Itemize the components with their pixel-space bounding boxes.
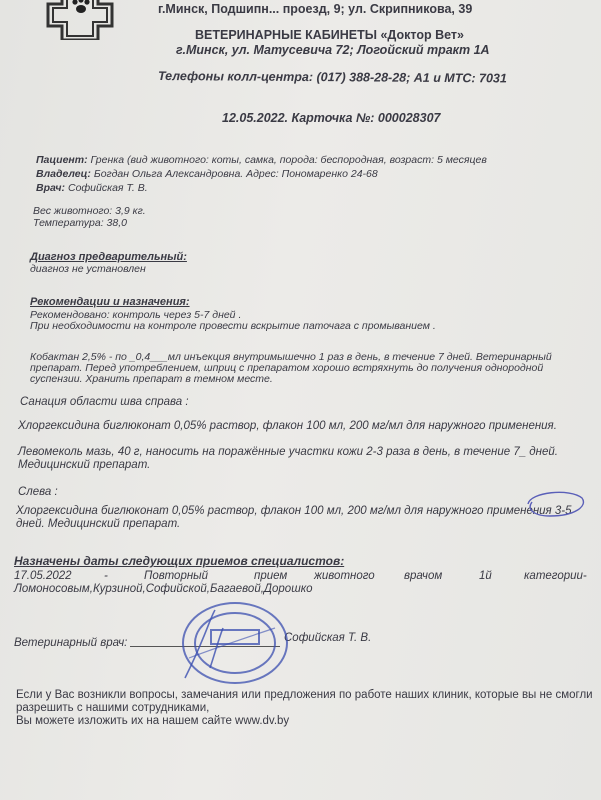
appointment-word-3: животного [314, 570, 375, 582]
appointment-word-1: Повторный [144, 570, 209, 582]
clinic-stamp-icon [175, 598, 295, 688]
levomekol-line-2: Медицинский препарат. [18, 459, 151, 471]
appointment-word-2: прием [254, 570, 288, 582]
appointment-doctors: Ломоносовым,Курзиной,Софийской,Багаевой,Дорошко [14, 583, 313, 595]
appointment-word-4: врачом [404, 570, 443, 582]
signature-label: Ветеринарный врач: [14, 637, 128, 649]
doctor-value: Софийская Т. В. [67, 182, 148, 194]
header-address-top: г.Минск, Подшипн... проезд, 9; ул. Скрипникова, 39 [158, 2, 473, 16]
footer-line-1: Если у Вас возникли вопросы, замечания или предложения по работе наших клиник, которые вы не смогли [16, 689, 593, 701]
patient-value: Гренка (вид животного: коты, самка, порода: беспородная, возраст: 5 месяцев [90, 154, 487, 166]
appointment-word-5: 1й [479, 570, 492, 582]
appointment-dash: - [104, 570, 108, 582]
clinic-name: ВЕТЕРИНАРНЫЕ КАБИНЕТЫ «Доктор Вет» [195, 28, 464, 42]
left-side-label: Слева : [18, 486, 58, 498]
owner-label: Владелец: [36, 168, 91, 180]
footer-line-2: разрешить с нашими сотрудниками, [16, 702, 210, 714]
weight: Вес животного: 3,9 кг. [33, 205, 146, 217]
temperature: Температура: 38,0 [33, 217, 127, 229]
owner-line [36, 168, 378, 180]
patient-line [36, 154, 487, 166]
date-card-number: 12.05.2022. Карточка №: 000028307 [222, 111, 441, 125]
appointment-date: 17.05.2022 [14, 570, 72, 582]
kobaktan-line-2: препарат. Перед употреблением, шприц с препаратом хорошо встряхнуть до получения однородной [30, 362, 544, 374]
recommendation-line-1: Рекомендовано: контроль через 5-7 дней . [30, 309, 242, 321]
diagnosis-text: диагноз не установлен [30, 263, 146, 275]
signature-name: Софийская Т. В. [284, 632, 372, 644]
doctor-line [36, 182, 148, 194]
chlorhexidine-left-line-2: дней. Медицинский препарат. [16, 518, 181, 530]
chlorhexidine-right: Хлоргексидина биглюконат 0,05% раствор, флакон 100 мл, 200 мг/мл для наружного применения. [18, 420, 557, 432]
patient-label: Пациент: [36, 154, 88, 166]
clinic-logo-icon [40, 0, 120, 40]
chlorhexidine-left-line-1: Хлоргексидина биглюконат 0,05% раствор, флакон 100 мл, 200 мг/мл для наружного применения 3-5 [16, 505, 572, 517]
kobaktan-line-3: суспензии. Хранить препарат в темном месте. [30, 373, 273, 385]
pen-circle-mark [520, 486, 590, 526]
recommendation-line-2: При необходимости на контроле провести вскрытие паточага с промыванием . [30, 320, 436, 332]
diagnosis-heading: Диагноз предварительный: [30, 251, 187, 263]
levomekol-line-1: Левомеколь мазь, 40 г, наносить на поражённые участки кожи 2-3 раза в день, в течение 7_ дней. [18, 446, 558, 458]
kobaktan-line-1: Кобактан 2,5% - по _0,4___мл инъекция внутримышечно 1 раз в день, в течение 7 дней. Ветеринарный [30, 351, 552, 363]
recommendations-heading: Рекомендации и назначения: [30, 296, 190, 308]
header-phones: Телефоны колл-центра: (017) 388-28-28; А1 и МТС: 7031 [157, 69, 507, 86]
header-address-2: г.Минск, ул. Матусевича 72; Логойский тракт 1А [176, 43, 490, 57]
footer-line-3: Вы можете изложить их на нашем сайте www.dv.by [16, 715, 290, 727]
appointment-word-6: категории- [524, 570, 587, 582]
sanation-right: Санация области шва справа : [20, 396, 189, 408]
doctor-label: Врач: [36, 182, 66, 194]
appointments-heading: Назначены даты следующих приемов специалистов: [14, 554, 345, 568]
owner-value: Богдан Ольга Александровна. Адрес: Пономаренко 24-68 [93, 168, 378, 180]
